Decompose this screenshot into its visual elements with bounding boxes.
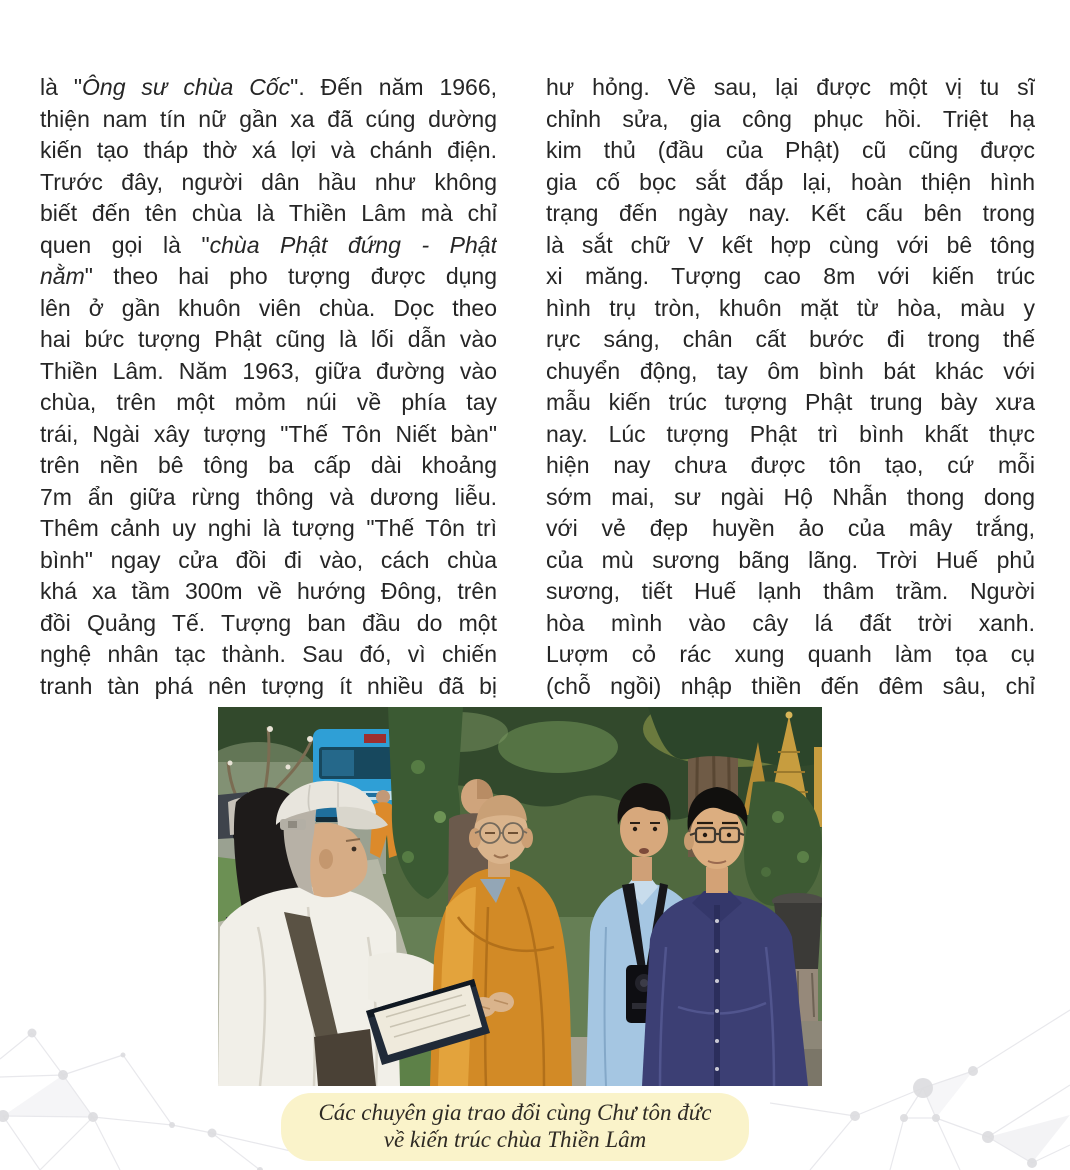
text-line: trái, Ngài xây tượng "Thế Tôn Niết bàn" bbox=[40, 420, 497, 447]
text-line: chỉnh sửa, gia công phục hồi. Triệt hạ bbox=[546, 105, 1035, 132]
text-line: quen gọi là "chùa Phật đứng - Phật bbox=[40, 231, 497, 258]
text-line: rực sáng, chân cất bước đi trong thế bbox=[546, 326, 1035, 352]
text-line: đồi Quảng Tế. Tượng ban đầu do một bbox=[40, 609, 497, 636]
text-line: (chỗ ngồi) nhập thiền đến đêm sâu, chỉ bbox=[546, 672, 1035, 699]
photo-caption bbox=[281, 1093, 749, 1161]
text-line: với vẻ đẹp huyền ảo của mây trắng, bbox=[546, 515, 1035, 541]
article-photo bbox=[218, 707, 822, 1086]
caption-line-2: về kiến trúc chùa Thiền Lâm bbox=[383, 1127, 647, 1152]
text-line: hòa mình vào cây lá đất trời xanh. bbox=[546, 609, 1035, 636]
text-line: nay. Lúc tượng Phật trì bình khất thực bbox=[546, 420, 1035, 447]
text-line: trạng đến ngày nay. Kết cấu bên trong bbox=[546, 200, 1035, 226]
text-line: 7m ẩn giữa rừng thông và dương liễu. bbox=[40, 483, 497, 510]
text-line: kim thủ (đầu của Phật) cũ cũng được bbox=[546, 137, 1035, 163]
text-line: tranh tàn phá nên tượng ít nhiều đã bị bbox=[40, 672, 497, 699]
text-line: trên nền bê tông ba cấp dài khoảng bbox=[40, 452, 497, 478]
text-line: là "Ông sư chùa Cốc". Đến năm 1966, bbox=[40, 74, 497, 100]
text-line: nằm" theo hai pho tượng được dụng bbox=[40, 263, 497, 289]
text-line: hình trụ tròn, khuôn mặt từ hòa, màu y bbox=[546, 294, 1035, 321]
text-line: lên ở gần khuôn viên chùa. Dọc theo bbox=[40, 294, 497, 321]
text-line: Lượm cỏ rác xung quanh làm tọa cụ bbox=[546, 641, 1035, 667]
text-line: là sắt chữ V kết hợp cùng với bê tông bbox=[546, 231, 1035, 258]
text-line: chuyển động, tay ôm bình bát khác với bbox=[546, 357, 1035, 384]
caption-line-1: Các chuyên gia trao đổi cùng Chư tôn đức bbox=[318, 1100, 712, 1125]
text-line: bình" ngay cửa đồi đi vào, cách chùa bbox=[40, 546, 497, 573]
text-line: hư hỏng. Về sau, lại được một vị tu sĩ bbox=[546, 74, 1035, 100]
text-line: kiến tạo tháp thờ xá lợi và chánh điện. bbox=[40, 137, 497, 163]
text-line: mẫu kiến trúc tượng Phật trung bày xưa bbox=[546, 389, 1035, 415]
text-line: Trước đây, người dân hầu như không bbox=[40, 168, 497, 195]
text-line: nghệ nhân tạc thành. Sau đó, vì chiến bbox=[40, 641, 497, 667]
text-column-left bbox=[40, 72, 497, 702]
text-line: Thêm cảnh uy nghi là tượng "Thế Tôn trì bbox=[40, 515, 497, 541]
text-line: sương, tiết Huế lạnh thâm trầm. Người bbox=[546, 578, 1035, 604]
text-line: gia cố bọc sắt đắp lại, hoàn thiện hình bbox=[546, 168, 1035, 195]
text-line: hai bức tượng Phật cũng là lối dẫn vào bbox=[40, 326, 497, 352]
text-column-right bbox=[546, 72, 1035, 702]
text-line: khá xa tầm 300m về hướng Đông, trên bbox=[40, 578, 497, 604]
text-line: thiện nam tín nữ gần xa đã cúng dường bbox=[40, 105, 497, 132]
text-line: chùa, trên một mỏm núi về phía tay bbox=[40, 389, 497, 415]
text-line: xi măng. Tượng cao 8m với kiến trúc bbox=[546, 263, 1035, 289]
text-line: hiện nay chưa được tôn tạo, cứ mỗi bbox=[546, 452, 1035, 478]
text-line: sớm mai, sư ngài Hộ Nhẫn thong dong bbox=[546, 483, 1035, 510]
text-line: của mù sương bãng lãng. Trời Huế phủ bbox=[546, 546, 1035, 573]
text-line: Thiền Lâm. Năm 1963, giữa đường vào bbox=[40, 357, 497, 384]
text-line: biết đến tên chùa là Thiền Lâm mà chỉ bbox=[40, 200, 497, 226]
